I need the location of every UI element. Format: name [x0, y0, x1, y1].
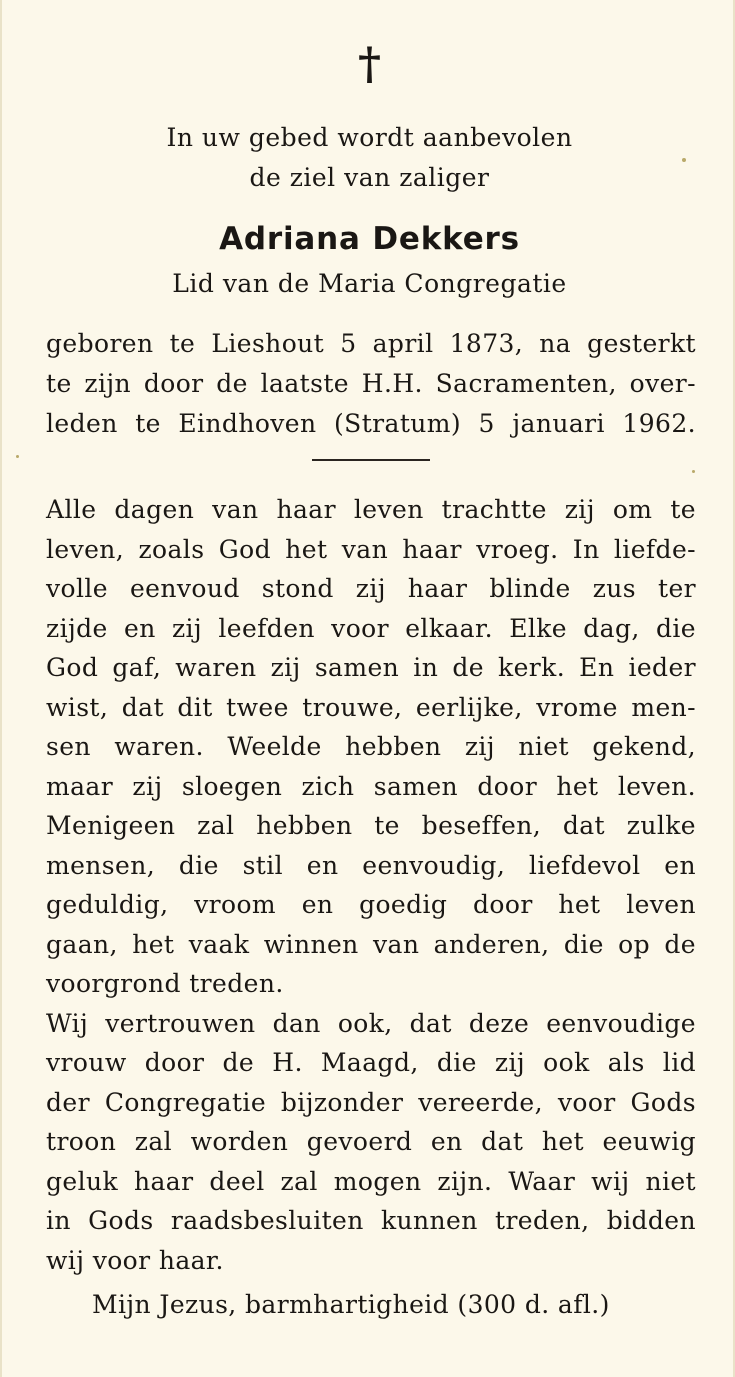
tribute-line: vrouw door de H. Maagd, die zij ook als lid	[46, 1048, 696, 1077]
divider-line	[312, 459, 430, 461]
birth-death-paragraph	[46, 324, 696, 444]
intro-line-1: In uw gebed wordt aanbevolen	[166, 123, 573, 152]
membership-line: Lid van de Maria Congregatie	[172, 269, 567, 298]
tribute-line: wist, dat dit twee trouwe, eerlijke, vrome men-	[46, 692, 696, 722]
intro-line-2: de ziel van zaliger	[249, 163, 490, 192]
tribute-line: mensen, die stil en eenvoudig, liefdevol en	[46, 850, 696, 880]
deceased-name: Adriana Dekkers	[219, 221, 520, 257]
tribute-line: maar zij sloegen zich samen door het leven.	[46, 771, 696, 801]
paper-speck	[682, 158, 686, 162]
paper-speck	[692, 470, 695, 473]
tribute-line: Wij vertrouwen dan ook, dat deze eenvoudige	[46, 1008, 696, 1038]
birth-death-line: te zijn door de laatste H.H. Sacramenten, over-	[46, 369, 696, 398]
tribute-line: zijde en zij leefden voor elkaar. Elke dag, die	[46, 613, 696, 643]
tribute-line: der Congregatie bijzonder vereerde, voor Gods	[46, 1087, 696, 1117]
tribute-line: in Gods raadsbesluiten kunnen treden, bidden	[46, 1206, 696, 1235]
cross-icon: †	[357, 39, 381, 90]
tribute-line: geduldig, vroom en goedig door het leven	[46, 890, 696, 919]
tribute-line: gaan, het vaak winnen van anderen, die op de	[46, 929, 696, 959]
tribute-text	[46, 490, 696, 1280]
tribute-line: Alle dagen van haar leven trachtte zij om te	[46, 495, 696, 524]
tribute-line: geluk haar deel zal mogen zijn. Waar wij niet	[46, 1166, 696, 1196]
tribute-line: voorgrond treden.	[46, 969, 284, 998]
tribute-line: Menigeen zal hebben te beseffen, dat zulke	[46, 811, 696, 840]
tribute-line: wij voor haar.	[46, 1245, 224, 1275]
birth-death-line: leden te Eindhoven (Stratum) 5 januari 1962.	[46, 409, 696, 438]
paper-speck	[16, 455, 19, 458]
tribute-line: troon zal worden gevoerd en dat het eeuwig	[46, 1127, 696, 1156]
tribute-line: sen waren. Weelde hebben zij niet gekend,	[46, 732, 696, 761]
tribute-line: God gaf, waren zij samen in de kerk. En ieder	[46, 653, 696, 682]
tribute-line: leven, zoals God het van haar vroeg. In liefde-	[46, 534, 696, 564]
closing-prayer: Mijn Jezus, barmhartigheid (300 d. afl.)	[92, 1290, 610, 1319]
intro-text	[2, 118, 735, 198]
tribute-line: volle eenvoud stond zij haar blinde zus ter	[46, 574, 696, 603]
birth-death-line: geboren te Lieshout 5 april 1873, na gesterkt	[46, 329, 696, 358]
